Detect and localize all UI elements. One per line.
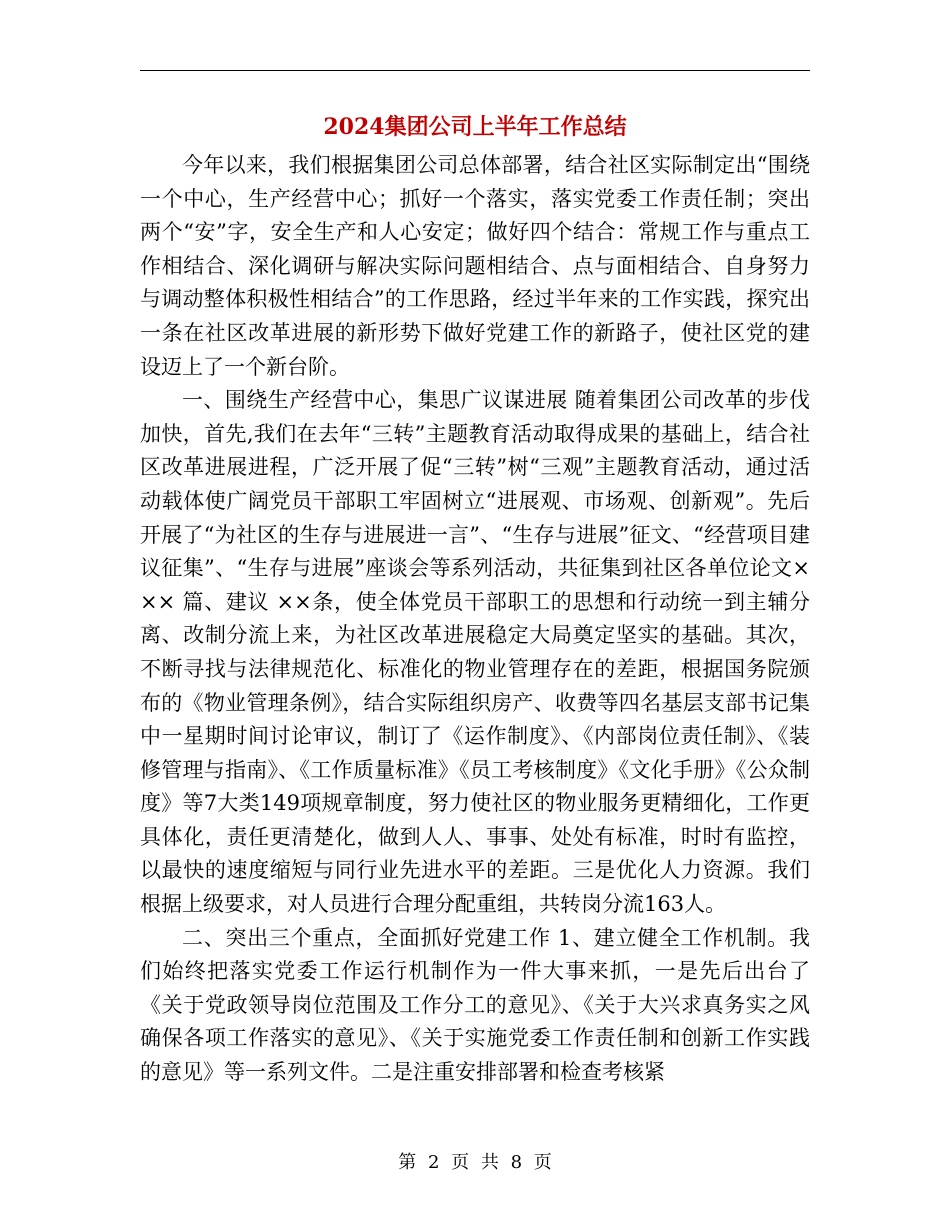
paragraph-section-2: 二、突出三个重点，全面抓好党建工作 1、建立健全工作机制。我们始终把落实党委工作运行机制作为一件大事来抓，一是先后出台了《关于党政领导岗位范围及工作分工的意见》、《关于大兴求真务实之风确保各项工作落实的意见》、《关于实施党委工作责任制和创新工作实践的意见》等一系列文件。二是注重安排部署和检查考核紧 (140, 925, 810, 1085)
header-rule (140, 70, 810, 71)
paragraph-section-1: 一、围绕生产经营中心，集思广议谋进展 随着集团公司改革的步伐加快，首先,我们在去年“三转”主题教育活动取得成果的基础上，结合社区改革进展进程，广泛开展了促“三转”树“三观”主题教育活动，通过活动载体使广阔党员干部职工牢固树立“进展观、市场观、创新观”。先后开展了“为社区的生存与进展进一言”、“生存与进展”征文、“经营项目建议征集”、“生存与进展”座谈会等系列活动，共征集到社区各单位论文××× 篇、建议 ××条，使全体党员干部职工的思想和行动统一到主辅分离、改制分流上来，为社区改革进展稳定大局奠定坚实的基础。其次，不断寻找与法律规范化、标准化的物业管理存在的差距，根据国务院颁布的《物业管理条例》，结合实际组织房产、收费等四名基层支部书记集中一星期时间讨论审议，制订了《运作制度》、《内部岗位责任制》、《装修管理与指南》、《工作质量标准》《员工考核制度》《文化手册》《公众制度》等7大类149项规章制度，努力使社区的物业服务更精细化，工作更具体化，责任更清楚化，做到人人、事事、处处有标准，时时有监控，以最快的速度缩短与同行业先进水平的差距。三是优化人力资源。我们根据上级要求，对人员进行合理分配重组，共转岗分流163人。 (140, 388, 810, 917)
document-body (140, 149, 810, 1090)
page-number-footer: 第 2 页 共 8 页 (398, 1152, 552, 1173)
document-title: 2024集团公司上半年工作总结 (323, 114, 627, 140)
paragraph-intro: 今年以来，我们根据集团公司总体部署，结合社区实际制定出“围绕一个中心，生产经营中心；抓好一个落实，落实党委工作责任制；突出两个“安”字，安全生产和人心安定；做好四个结合：常规工作与重点工作相结合、深化调研与解决实际问题相结合、点与面相结合、自身努力与调动整体积极性相结合”的工作思路，经过半年来的工作实践，探究出一条在社区改革进展的新形势下做好党建工作的新路子，使社区党的建设迈上了一个新台阶。 (140, 153, 810, 379)
